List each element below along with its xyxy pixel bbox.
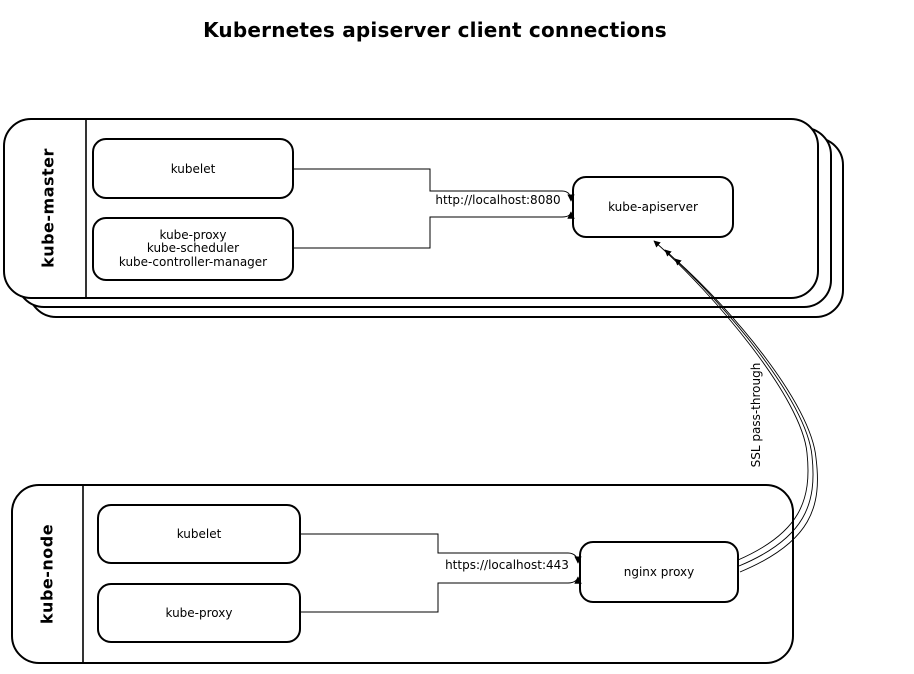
- kube-master-label: kube-master: [38, 148, 58, 268]
- kube-apiserver-label: kube-apiserver: [608, 200, 698, 214]
- https-edge-label: https://localhost:443: [445, 558, 569, 572]
- kubelet-node-label: kubelet: [176, 527, 222, 541]
- kube-proxy-box: [98, 584, 300, 642]
- services-line-kube-proxy: kube-proxy: [159, 227, 227, 242]
- kubelet-master-label: kubelet: [170, 161, 216, 176]
- kubelet-master-box: [93, 139, 293, 198]
- nginx-proxy-box: [580, 542, 738, 602]
- services-line-kube-controller-manager: kube-controller-manager: [118, 254, 268, 269]
- kube-apiserver-box: [573, 177, 733, 237]
- http-edge-label: http://localhost:8080: [435, 193, 561, 207]
- diagram-title: Kubernetes apiserver client connections: [203, 18, 667, 42]
- nginx-proxy-label: nginx proxy: [623, 565, 695, 579]
- kube-node-label: kube-node: [37, 523, 57, 625]
- services-box: [93, 218, 293, 280]
- ssl-passthrough-edge-label: SSL pass-through: [749, 362, 763, 468]
- kube-proxy-label: kube-proxy: [165, 606, 233, 620]
- services-line-kube-scheduler: kube-scheduler: [146, 241, 240, 256]
- kubelet-node-box: [98, 505, 300, 563]
